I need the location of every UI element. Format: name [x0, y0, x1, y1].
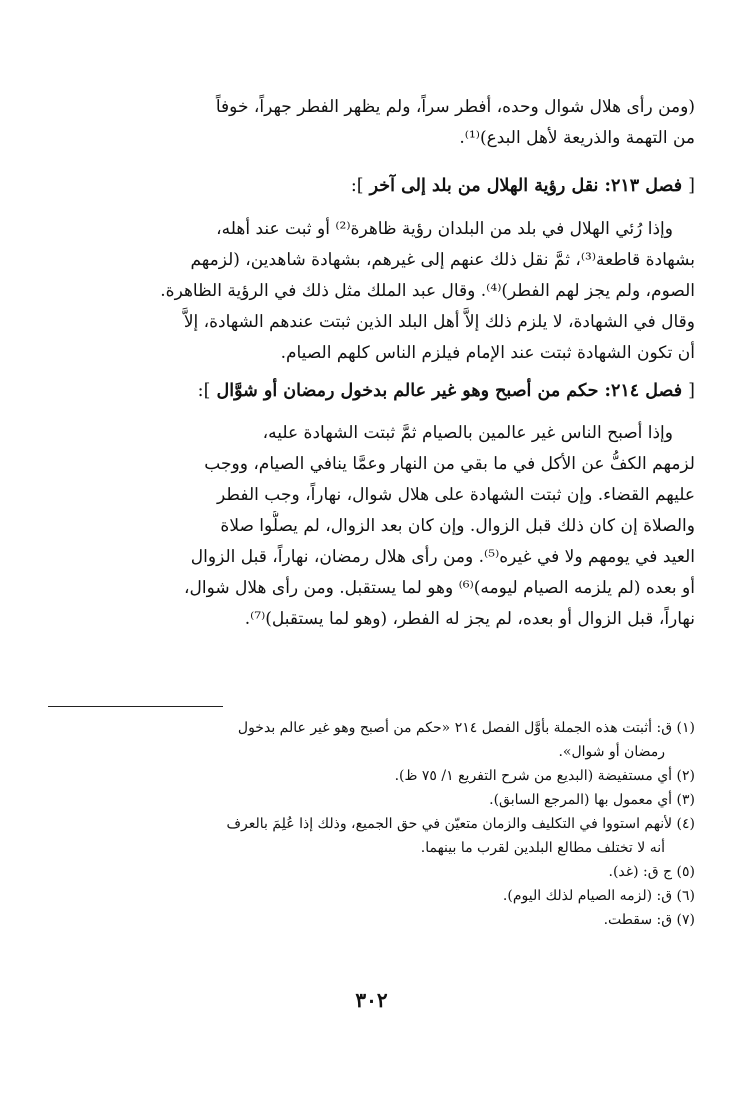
footnote-separator	[48, 706, 223, 707]
footnote-2: (٢) أي مستفيضة (البديع من شرح التفريع ١/ ٧٥ ظ).	[394, 768, 695, 784]
heading-bracket-open: [	[688, 176, 695, 196]
footnote-6: (٦) ق: (لزمه الصيام لذلك اليوم).	[502, 888, 695, 904]
section-heading-213	[48, 171, 695, 201]
text-line: أو بعده (لم يلزمه الصيام ليومه)⁽⁶⁾ وهو لما يستقبل. ومن رأى هلال شوال،	[184, 578, 695, 598]
footnote-4-continued: أنه لا تختلف مطالع البلدين لقرب ما بينهما.	[420, 840, 665, 856]
text-line: نهاراً، قبل الزوال أو بعده، لم يجز له الفطر، (وهو لما يستقبل)⁽⁷⁾.	[244, 609, 695, 629]
intro-paragraph	[48, 92, 695, 154]
text-line: (ومن رأى هلال شوال وحده، أفطر سراً، ولم يظهر الفطر جهراً، خوفاً	[215, 97, 695, 117]
section-214-paragraph	[48, 418, 695, 635]
footnote-3: (٣) أي معمول بها (المرجع السابق).	[489, 792, 695, 808]
text-line: من التهمة والذريعة لأهل البدع)⁽¹⁾.	[459, 128, 695, 148]
text-line: وإذا رُئي الهلال في بلد من البلدان رؤية ظاهرة⁽²⁾ أو ثبت عند أهله،	[216, 219, 673, 239]
heading-title: فصل ٢١٣: نقل رؤية الهلال من بلد إلى آخر	[369, 176, 683, 196]
text-line: العيد في يومهم ولا في غيره⁽⁵⁾. ومن رأى هلال رمضان، نهاراً، قبل الزوال	[190, 547, 695, 567]
text-line: عليهم القضاء. وإن ثبتت الشهادة على هلال شوال، نهاراً، وجب الفطر	[217, 485, 695, 505]
text-line: وقال في الشهادة، لا يلزم ذلك إلاَّ أهل البلد الذين ثبتت عندهم الشهادة، إلاَّ	[183, 312, 695, 332]
text-line: أن تكون الشهادة ثبتت عند الإمام فيلزم الناس كلهم الصيام.	[280, 343, 695, 363]
section-213-paragraph	[48, 214, 695, 369]
heading-bracket-close: ]:	[197, 381, 211, 401]
section-heading-214	[48, 376, 695, 406]
heading-bracket-open: [	[688, 381, 695, 401]
footnote-1: (١) ق: أثبتت هذه الجملة بأوَّل الفصل ٢١٤ «حكم من أصبح وهو غير عالم بدخول	[237, 720, 695, 736]
heading-bracket-close: ]:	[350, 176, 364, 196]
footnote-7: (٧) ق: سقطت.	[603, 912, 695, 928]
footnote-5: (٥) ج ق: (غد).	[608, 864, 695, 880]
footnote-4: (٤) لأنهم استووا في التكليف والزمان متعيّن في حق الجميع، وذلك إذا عُلِمَ بالعرف	[226, 816, 695, 832]
text-line: وإذا أصبح الناس غير عالمين بالصيام ثمَّ ثبتت الشهادة عليه،	[262, 423, 673, 443]
heading-title: فصل ٢١٤: حكم من أصبح وهو غير عالم بدخول رمضان أو شوَّال	[216, 381, 683, 401]
footnotes	[40, 716, 695, 932]
text-line: والصلاة إن كان ذلك قبل الزوال. وإن كان بعد الزوال، لم يصلُّوا صلاة	[220, 516, 695, 536]
text-line: الصوم، ولم يجز لهم الفطر)⁽⁴⁾. وقال عبد الملك مثل ذلك في الرؤية الظاهرة.	[160, 281, 695, 301]
text-line: لزمهم الكفُّ عن الأكل في ما بقي من النهار وعمَّا ينافي الصيام، ووجب	[204, 454, 695, 474]
text-line: بشهادة قاطعة⁽³⁾، ثمَّ نقل ذلك عنهم إلى غيرهم، بشهادة شاهدين، (لزمهم	[190, 250, 695, 270]
footnote-1-continued: رمضان أو شوال».	[558, 744, 665, 760]
page-number: ٣٠٢	[355, 988, 388, 1012]
